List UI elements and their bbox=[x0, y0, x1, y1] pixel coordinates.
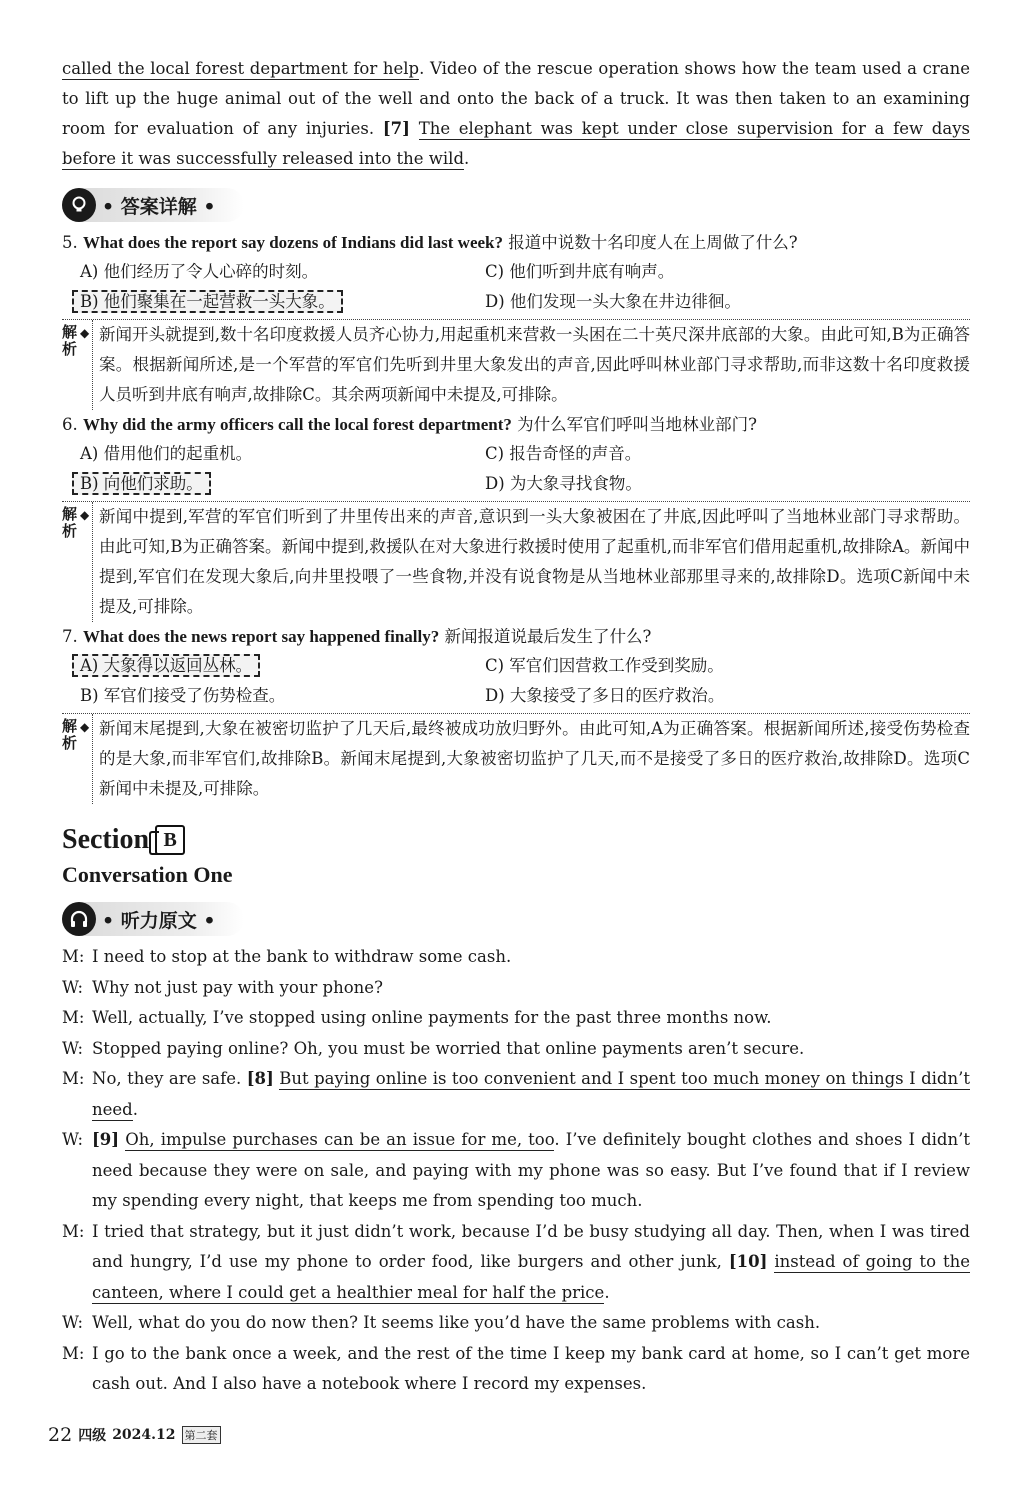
conversation-title: Conversation One bbox=[62, 862, 233, 887]
question-line: 7. What does the news report say happened finally? 新闻报道说最后发生了什么? bbox=[62, 627, 652, 646]
dialogue-line: W: [9] Oh, impulse purchases can be an issue for me, too. I’ve definitely bought clothes and shoes I didn’t need because they were on sale, and paying with my phone was so easy. But I’ve found that if I review my spending every night, that keeps me from spending too much. bbox=[62, 1130, 971, 1210]
question-block bbox=[62, 410, 970, 622]
options bbox=[80, 257, 970, 317]
transcript-header: • 听力原文 • bbox=[62, 902, 244, 936]
options bbox=[80, 651, 970, 711]
explanation: 解析 ◆ 新闻开头就提到,数十名印度救援人员齐心协力,用起重机来营救一头困在二十英尺深井底部的大象。由此可知,B为正确答案。根据新闻所述,是一个军营的军官们先听到井里大象发出的声音,因此呼叫林业部门寻求帮助,而非这数十名印度救援人员听到井底有响声,故排除C。其余两项新闻中未提及,可排除。 bbox=[62, 319, 970, 410]
explanation: 解析 ◆ 新闻末尾提到,大象在被密切监护了几天后,最终被成功放归野外。由此可知,A为正确答案。根据新闻所述,接受伤势检查的是大象,而非军官们,故排除B。新闻末尾提到,大象被密切监护了几天,而不是接受了多日的医疗救治,故排除D。选项C新闻中未提及,可排除。 bbox=[62, 713, 970, 804]
dialogue-line: W: Stopped paying online? Oh, you must be worried that online payments aren’t secure. bbox=[62, 1038, 805, 1058]
explanation-tag: 解析 ◆ bbox=[62, 323, 90, 358]
option-correct: A) 大象得以返回丛林。 bbox=[80, 651, 485, 681]
dialogue-line: W: Well, what do you do now then? It seems like you’d have the same problems with cash. bbox=[62, 1313, 821, 1332]
question-marker: [9] bbox=[92, 1130, 120, 1149]
option: D) 为大象寻找食物。 bbox=[485, 474, 642, 493]
option: D) 大象接受了多日的医疗救治。 bbox=[485, 686, 725, 705]
underlined-answer: The elephant was kept under close supervision for a few days before it was successfully released into the wild bbox=[62, 119, 970, 168]
arrow-icon: ◆ bbox=[80, 326, 90, 340]
underlined-answer: But paying online is too convenient and I spent too much money on things I didn’t need bbox=[92, 1069, 970, 1119]
question-block bbox=[62, 622, 970, 804]
dialogue-line: M: I go to the bank once a week, and the rest of the time I keep my bank card at home, so I can’t get more cash out. And I also have a notebook where I record my expenses. bbox=[62, 1343, 970, 1393]
option: A) 他们经历了令人心碎的时刻。 bbox=[80, 262, 319, 281]
option: C) 报告奇怪的声音。 bbox=[485, 444, 642, 463]
answers-header: • 答案详解 • bbox=[62, 188, 244, 222]
option: D) 他们发现一头大象在井边徘徊。 bbox=[485, 292, 741, 311]
option-correct: B) 他们聚集在一起营救一头大象。 bbox=[80, 287, 485, 317]
dialogue-line: M: I need to stop at the bank to withdraw some cash. bbox=[62, 947, 512, 966]
dialogue-line: W: Why not just pay with your phone? bbox=[62, 977, 383, 997]
page-number: 22 bbox=[48, 1424, 73, 1446]
page-content bbox=[62, 54, 970, 1400]
arrow-icon: ◆ bbox=[80, 720, 90, 734]
dialogue bbox=[62, 942, 970, 1400]
underlined-answer: called the local forest department for help bbox=[62, 59, 420, 78]
question-marker: [7] bbox=[382, 119, 410, 138]
underlined-answer: instead of going to the canteen, where I could get a healthier meal for half the price bbox=[92, 1252, 970, 1302]
option: C) 他们听到井底有响声。 bbox=[485, 262, 675, 281]
dialogue-line: M: Well, actually, I’ve stopped using online payments for the past three months now. bbox=[62, 1008, 772, 1027]
question-line: 5. What does the report say dozens of Indians did last week? 报道中说数十名印度人在上周做了什么? bbox=[62, 233, 798, 252]
section-title: Section B bbox=[62, 824, 970, 856]
page-footer bbox=[48, 1424, 221, 1446]
lightbulb-icon bbox=[62, 188, 96, 222]
option: C) 军官们因营救工作受到奖励。 bbox=[485, 656, 724, 675]
arrow-icon: ◆ bbox=[80, 508, 90, 522]
underlined-answer: Oh, impulse purchases can be an issue for me, too bbox=[125, 1130, 555, 1149]
options bbox=[80, 439, 970, 499]
option: B) 军官们接受了伤势检查。 bbox=[80, 686, 286, 705]
exam-level: 四级 bbox=[78, 1428, 107, 1444]
intro-paragraph: called the local forest department for help. Video of the rescue operation shows how the team used a crane to lift up the huge animal out of the well and onto the back of a truck. It was then taken to an examining room for evaluation of any injuries. [7] The elephant was kept under close supervision for a few days before it was successfully released into the wild. bbox=[62, 59, 970, 168]
section-letter-icon: B bbox=[155, 825, 185, 855]
dialogue-line: M: I tried that strategy, but it just didn’t work, because I’d be busy studying all day. Then, when I was tired and hungry, I’d use my phone to order food, like burgers and other junk, [10] instead of going to the canteen, where I could get a healthier meal for half the price. bbox=[62, 1221, 970, 1302]
question-block bbox=[62, 228, 970, 410]
option-correct: B) 向他们求助。 bbox=[80, 469, 485, 499]
explanation-tag: 解析 ◆ bbox=[62, 717, 90, 752]
dialogue-line: M: No, they are safe. [8] But paying online is too convenient and I spent too much money on things I didn’t need. bbox=[62, 1069, 970, 1119]
question-line: 6. Why did the army officers call the local forest department? 为什么军官们呼叫当地林业部门? bbox=[62, 415, 757, 434]
explanation: 解析 ◆ 新闻中提到,军营的军官们听到了井里传出来的声音,意识到一头大象被困在了井底,因此呼叫了当地林业部门寻求帮助。由此可知,B为正确答案。新闻中提到,救援队在对大象进行救援时使用了起重机,而非军官们借用起重机,故排除A。新闻中提到,军官们在发现大象后,向井里投喂了一些食物,并没有说食物是从当地林业部那里寻来的,故排除D。选项C新闻中未提及,可排除。 bbox=[62, 501, 970, 622]
exam-date: 2024.12 bbox=[112, 1427, 176, 1443]
question-marker: [10] bbox=[728, 1252, 768, 1271]
option: A) 借用他们的起重机。 bbox=[80, 444, 253, 463]
question-marker: [8] bbox=[246, 1069, 274, 1088]
headphones-icon bbox=[62, 902, 96, 936]
explanation-tag: 解析 ◆ bbox=[62, 505, 90, 540]
exam-set: 第二套 bbox=[182, 1426, 221, 1444]
